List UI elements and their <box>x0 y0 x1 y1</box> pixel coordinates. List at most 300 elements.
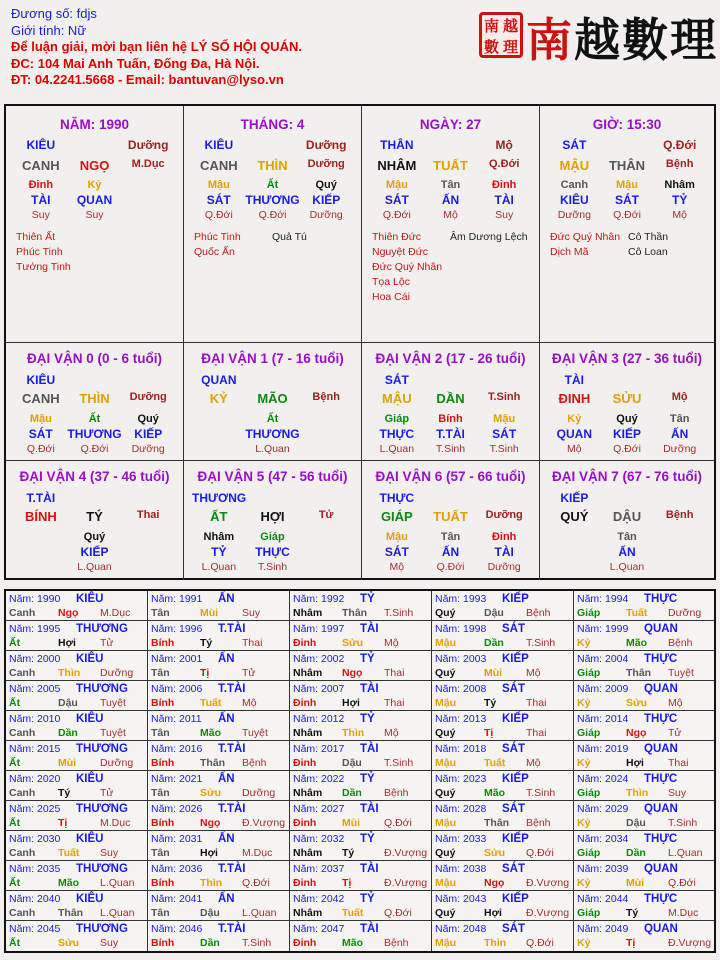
year-label: Năm: 2015 <box>9 743 61 755</box>
year-ten-god: SÁT <box>502 923 525 935</box>
star: Thiên Đức <box>372 231 422 243</box>
year-phase: Bệnh <box>526 817 551 829</box>
year-ten-god: THỰC <box>644 833 678 845</box>
year-branch: Mão <box>342 937 363 949</box>
pillar-item: THƯƠNG <box>192 491 247 505</box>
year-label: Năm: 1998 <box>435 623 487 635</box>
pillar-item: QUAN <box>76 193 113 207</box>
pillar-row <box>192 193 353 207</box>
year-cell <box>432 651 574 681</box>
year-phase: Mộ <box>384 727 399 739</box>
year-cell <box>148 741 290 771</box>
year-cell <box>148 891 290 921</box>
pillar-item: KIÊU <box>204 138 234 152</box>
star: Tọa Lộc <box>372 276 410 288</box>
pillar-row <box>14 373 175 387</box>
year-phase: T.Sinh <box>526 637 556 649</box>
year-phase: Tuyệt <box>242 727 268 739</box>
pillar-item <box>192 427 245 441</box>
pillar-row <box>14 138 175 152</box>
pillar-row <box>548 491 706 505</box>
pillar-row <box>14 179 175 191</box>
pillar-title: NĂM: 1990 <box>59 117 130 132</box>
pillar-item <box>121 193 175 207</box>
pillar-row <box>14 209 175 221</box>
year-label: Năm: 2001 <box>151 653 203 665</box>
year-phase: Tử <box>100 787 114 799</box>
year-branch: Tị <box>484 727 494 739</box>
pillar-item <box>121 373 175 387</box>
pillar-item: Q.Đới <box>613 209 641 221</box>
year-stem: Canh <box>9 847 36 859</box>
pillar-row <box>192 561 353 573</box>
pillar-row <box>192 391 353 406</box>
year-ten-god: KIÊU <box>76 713 104 725</box>
pillar-item <box>299 443 353 455</box>
year-cell <box>432 831 574 861</box>
pillar-row <box>548 158 706 173</box>
year-cell <box>148 681 290 711</box>
pillar-item: Dưỡng <box>131 443 165 455</box>
pillar-row <box>548 193 706 207</box>
pillar-item: ẤN <box>671 427 689 441</box>
pillar-item: Dưỡng <box>485 509 523 521</box>
year-label: Năm: 2047 <box>293 923 345 935</box>
year-stem: Tân <box>151 607 170 619</box>
year-phase: Bệnh <box>526 607 551 619</box>
year-branch: Dậu <box>484 607 504 619</box>
year-ten-god: KIÊU <box>76 773 104 785</box>
pillar-item <box>121 531 175 543</box>
pillar-item: T.Sinh <box>487 391 521 403</box>
pillar-row <box>14 509 175 524</box>
pillar-row <box>14 443 175 455</box>
pillar-row <box>14 413 175 425</box>
pillar-item: Dưỡng <box>307 158 345 170</box>
year-phase: Đ.Vượng <box>668 937 712 949</box>
year-cell <box>432 891 574 921</box>
pillar-item: TÝ <box>86 509 103 524</box>
pillar-item: TUẤT <box>433 509 468 524</box>
pillar-item: Quý <box>616 413 638 425</box>
year-phase: Đ.Vượng <box>526 877 570 889</box>
pillar-item: Canh <box>560 179 589 191</box>
pillar-item: SÁT <box>384 545 409 559</box>
year-label: Năm: 1994 <box>577 593 629 605</box>
pillar-row <box>14 391 175 406</box>
pillar-item: NHÂM <box>377 158 417 173</box>
year-cell <box>148 861 290 891</box>
pillar-row <box>14 531 175 543</box>
pillar-item: Bệnh <box>665 158 694 170</box>
year-cell <box>6 831 148 861</box>
year-branch: Mão <box>200 727 221 739</box>
star: Đức Quý Nhân <box>372 261 443 273</box>
header-info <box>11 6 302 89</box>
year-branch: Thìn <box>626 787 649 799</box>
year-stem: Giáp <box>577 847 601 859</box>
year-ten-god: THỰC <box>644 713 678 725</box>
pillar-item: T.Sinh <box>257 561 288 573</box>
pillar-item: BÍNH <box>24 509 57 524</box>
star: Cô Loan <box>628 246 668 258</box>
pillar-item <box>548 545 601 559</box>
year-ten-god: THỰC <box>644 653 678 665</box>
year-phase: Bệnh <box>242 757 267 769</box>
pillar-row <box>370 531 531 543</box>
pillar-item: KIÊU <box>26 373 56 387</box>
pillar-item <box>300 491 353 505</box>
pillar-item <box>121 209 175 221</box>
pillar-item: SÁT <box>384 373 409 387</box>
year-ten-god: SÁT <box>502 683 525 695</box>
pillar-item: SÁT <box>28 427 53 441</box>
year-branch: Dậu <box>200 907 220 919</box>
year-ten-god: T.TÀI <box>218 683 246 695</box>
year-label: Năm: 2040 <box>9 893 61 905</box>
stars-col <box>550 230 620 260</box>
pillar-item: THÌN <box>257 158 288 173</box>
year-cell <box>574 651 714 681</box>
year-label: Năm: 2012 <box>293 713 345 725</box>
year-ten-god: T.TÀI <box>218 863 246 875</box>
year-ten-god: QUAN <box>644 863 678 875</box>
year-stem: Quý <box>435 727 456 739</box>
year-branch: Tị <box>626 937 636 949</box>
pillar-item: Ất <box>88 413 101 425</box>
year-phase: Q.Đới <box>668 877 696 889</box>
year-phase: Thai <box>242 637 263 649</box>
pillar-item: Bính <box>438 413 463 425</box>
pillar-item <box>601 491 654 505</box>
pillar-item: L.Quan <box>255 443 290 455</box>
pillar-item: CANH <box>22 158 60 173</box>
year-label: Năm: 2003 <box>435 653 487 665</box>
year-label: Năm: 2042 <box>293 893 345 905</box>
pillar-item <box>424 138 478 152</box>
pillar-item: MẬU <box>559 158 590 173</box>
dai-van-title: ĐẠI VẬN 7 (67 - 76 tuổi) <box>551 469 703 484</box>
year-cell <box>290 831 432 861</box>
pillar-item <box>299 373 353 387</box>
year-stem: Quý <box>435 847 456 859</box>
year-ten-god: T.TÀI <box>218 743 246 755</box>
year-stem: Đinh <box>293 637 317 649</box>
year-stem: Mậu <box>435 877 456 889</box>
year-label: Năm: 2025 <box>9 803 61 815</box>
year-label: Năm: 2039 <box>577 863 629 875</box>
pillar-row <box>548 427 706 441</box>
year-phase: Đ.Vượng <box>526 907 570 919</box>
pillar-item <box>653 561 706 573</box>
pillar-item: TÀI <box>494 545 514 559</box>
year-cell <box>432 771 574 801</box>
year-branch: Mão <box>484 787 505 799</box>
pillar-row <box>192 443 353 455</box>
pillar-item: Dưỡng <box>557 209 591 221</box>
year-label: Năm: 2018 <box>435 743 487 755</box>
star: Nguyệt Đức <box>372 246 429 258</box>
pillar-item: THƯƠNG <box>67 427 122 441</box>
pillar-item <box>192 443 246 455</box>
year-phase: Mộ <box>668 697 683 709</box>
pillar-item: Giáp <box>260 531 285 543</box>
year-stem: Giáp <box>577 667 601 679</box>
year-ten-god: ẤN <box>218 893 235 905</box>
pillar-item: Suy <box>495 209 514 221</box>
year-branch: Ngọ <box>200 817 221 829</box>
pillar-row <box>548 531 706 543</box>
year-stem: Kỷ <box>577 937 591 949</box>
year-branch: Sửu <box>626 697 648 709</box>
pillar-row <box>370 427 531 441</box>
year-ten-god: KIÊU <box>76 893 104 905</box>
year-branch: Mão <box>58 877 79 889</box>
year-cell <box>6 771 148 801</box>
pillar-row <box>548 545 706 559</box>
pillar-item: TÀI <box>564 373 584 387</box>
pillar-item: Quý <box>137 413 159 425</box>
year-branch: Mùi <box>626 877 645 889</box>
pillar-item: Q.Đới <box>26 443 55 455</box>
pillar-item: HỢI <box>260 509 285 524</box>
pillar-row <box>192 158 353 173</box>
pillar-item: Dưỡng <box>309 209 343 221</box>
year-stem: Quý <box>435 667 456 679</box>
pillar-item: Dưỡng <box>487 561 521 573</box>
year-stem: Mậu <box>435 637 456 649</box>
pillar-row <box>548 391 706 406</box>
year-phase: Bệnh <box>384 787 409 799</box>
year-phase: Đ.Vượng <box>242 817 286 829</box>
year-cell <box>290 651 432 681</box>
year-phase: Q.Đới <box>242 877 270 889</box>
year-phase: Mộ <box>526 667 541 679</box>
pillar-item: KIÊU <box>560 193 589 207</box>
year-cell <box>432 591 574 621</box>
year-cell <box>290 921 432 951</box>
year-cell <box>432 681 574 711</box>
year-phase: M.Dục <box>242 847 273 859</box>
pillar-item: L.Quan <box>379 443 415 455</box>
year-cell <box>432 921 574 951</box>
pillar-item: SÁT <box>562 138 587 152</box>
pillar-row <box>370 179 531 191</box>
pillar-item: L.Quan <box>609 561 645 573</box>
year-label: Năm: 2031 <box>151 833 203 845</box>
pillar-item: Bệnh <box>312 391 340 403</box>
pillar-item: Ất <box>266 179 279 191</box>
year-phase: L.Quan <box>242 907 277 919</box>
year-cell <box>432 801 574 831</box>
pillar-item: Mộ <box>567 443 582 455</box>
pillar-item: SÁT <box>615 193 639 207</box>
year-label: Năm: 2026 <box>151 803 203 815</box>
year-phase: Dưỡng <box>100 757 134 769</box>
pillar-item: THƯƠNG <box>245 427 300 441</box>
pillar-item <box>424 491 478 505</box>
year-cell <box>148 801 290 831</box>
year-branch: Tuất <box>484 757 506 769</box>
year-branch: Hợi <box>484 907 502 919</box>
year-label: Năm: 2019 <box>577 743 629 755</box>
pillar-item: Q.Đới <box>663 138 697 152</box>
pillar-item: Dưỡng <box>305 138 347 152</box>
year-ten-god: THỰC <box>644 593 678 605</box>
pillar-cell <box>540 106 714 343</box>
year-branch: Thìn <box>200 877 223 889</box>
year-stem: Đinh <box>293 877 317 889</box>
year-label: Năm: 2041 <box>151 893 203 905</box>
star: Phúc Tinh <box>16 246 63 258</box>
pillar-item: Đinh <box>491 531 517 543</box>
pillar-item <box>68 491 122 505</box>
year-branch: Tị <box>342 877 352 889</box>
star: Âm Dương Lệch <box>450 231 528 243</box>
year-branch: Sửu <box>342 637 364 649</box>
pillar-item: T.Sinh <box>435 443 466 455</box>
pillar-item: Suy <box>85 209 104 221</box>
year-branch: Thìn <box>342 727 365 739</box>
year-ten-god: QUAN <box>644 623 678 635</box>
star: Đức Quý Nhân <box>550 231 621 243</box>
year-label: Năm: 1997 <box>293 623 345 635</box>
pillar-item: Kỷ <box>87 179 102 191</box>
year-branch: Tý <box>58 787 71 799</box>
year-cell <box>574 681 714 711</box>
pillar-item: KIẾP <box>312 193 341 207</box>
year-branch: Thân <box>58 907 84 919</box>
pillar-row <box>548 138 706 152</box>
pillar-item: THỰC <box>255 545 290 559</box>
year-stem: Nhâm <box>293 787 323 799</box>
year-cell <box>290 621 432 651</box>
year-label: Năm: 2014 <box>577 713 629 725</box>
year-stem: Bính <box>151 637 175 649</box>
year-phase: Q.Đới <box>526 937 554 949</box>
year-label: Năm: 2008 <box>435 683 487 695</box>
year-cell <box>432 741 574 771</box>
year-stem: Canh <box>9 787 36 799</box>
pillar-row <box>370 138 531 152</box>
pillar-item: Mậu <box>385 531 408 543</box>
year-cell <box>574 711 714 741</box>
pillar-row <box>14 545 175 559</box>
year-branch: Ngọ <box>58 607 79 619</box>
pillar-item: Mậu <box>29 413 52 425</box>
pillar-item: TỶ <box>672 193 688 207</box>
year-stem: Nhâm <box>293 667 323 679</box>
pillar-item: KIẾP <box>613 427 642 441</box>
pillar-item: THÂN <box>380 138 414 152</box>
year-label: Năm: 2004 <box>577 653 629 665</box>
year-branch: Tị <box>200 667 210 679</box>
year-stem: Giáp <box>577 607 601 619</box>
stars-col <box>16 230 71 275</box>
pillar-item: L.Quan <box>201 561 237 573</box>
year-stem: Giáp <box>577 727 601 739</box>
year-phase: L.Quan <box>100 907 135 919</box>
year-cell <box>6 681 148 711</box>
pillar-row <box>192 427 353 441</box>
year-ten-god: THƯƠNG <box>76 923 128 935</box>
year-phase: Dưỡng <box>100 667 134 679</box>
year-label: Năm: 1993 <box>435 593 487 605</box>
star: Dịch Mã <box>550 246 589 258</box>
pillar-row <box>14 193 175 207</box>
stars-col <box>450 230 528 245</box>
year-ten-god: THƯƠNG <box>76 683 128 695</box>
owner-name: Đương số: fdjs <box>11 6 97 21</box>
pillar-item <box>424 373 478 387</box>
contact-note: Để luận giải, mời bạn liên hệ LÝ SỐ HỘI QUÁN. <box>11 39 302 54</box>
year-branch: Ngọ <box>342 667 363 679</box>
year-phase: Q.Đới <box>384 907 412 919</box>
year-label: Năm: 2009 <box>577 683 629 695</box>
year-stem: Kỷ <box>577 877 591 889</box>
year-branch: Dần <box>200 937 220 949</box>
dai-van-cell <box>6 343 184 461</box>
year-label: Năm: 2043 <box>435 893 487 905</box>
star: Thiên Ất <box>16 231 56 243</box>
year-stem: Canh <box>9 727 36 739</box>
year-cell <box>432 711 574 741</box>
pillar-item: SÁT <box>206 193 231 207</box>
year-ten-god: T.TÀI <box>218 923 246 935</box>
year-label: Năm: 2023 <box>435 773 487 785</box>
pillar-item <box>653 491 706 505</box>
year-branch: Mùi <box>58 757 77 769</box>
year-label: Năm: 2010 <box>9 713 61 725</box>
pillar-item: QUÝ <box>560 509 589 524</box>
pillar-item: Tân <box>440 179 461 191</box>
year-branch: Dậu <box>342 757 362 769</box>
year-label: Năm: 2005 <box>9 683 61 695</box>
year-branch: Tuất <box>200 697 222 709</box>
year-ten-god: QUAN <box>644 743 678 755</box>
year-phase: Đ.Vượng <box>384 847 428 859</box>
year-branch: Dần <box>484 637 504 649</box>
year-ten-god: TỶ <box>360 833 375 845</box>
year-label: Năm: 2021 <box>151 773 203 785</box>
year-cell <box>6 591 148 621</box>
year-cell <box>290 711 432 741</box>
year-stem: Đinh <box>293 757 317 769</box>
year-phase: M.Dục <box>100 607 131 619</box>
pillar-item: THƯƠNG <box>245 193 300 207</box>
pillar-item: Tân <box>669 413 690 425</box>
year-label: Năm: 2027 <box>293 803 345 815</box>
pillar-item: Mậu <box>385 179 408 191</box>
year-label: Năm: 2049 <box>577 923 629 935</box>
year-branch: Mùi <box>342 817 361 829</box>
gender: Giới tính: Nữ <box>11 22 87 38</box>
year-label: Năm: 1995 <box>9 623 61 635</box>
year-ten-god: KIÊU <box>76 593 104 605</box>
pillar-row <box>370 193 531 207</box>
year-cell <box>574 921 714 951</box>
year-cell <box>290 771 432 801</box>
pillar-item: QUAN <box>201 373 237 387</box>
year-phase: Suy <box>242 607 261 619</box>
pillar-item <box>548 561 601 573</box>
pillar-item: Quý <box>315 179 337 191</box>
pillar-item: Q.Đới <box>80 443 109 455</box>
year-cell <box>6 921 148 951</box>
year-label: Năm: 2046 <box>151 923 203 935</box>
year-stem: Ất <box>9 817 21 829</box>
year-stem: Mậu <box>435 757 456 769</box>
